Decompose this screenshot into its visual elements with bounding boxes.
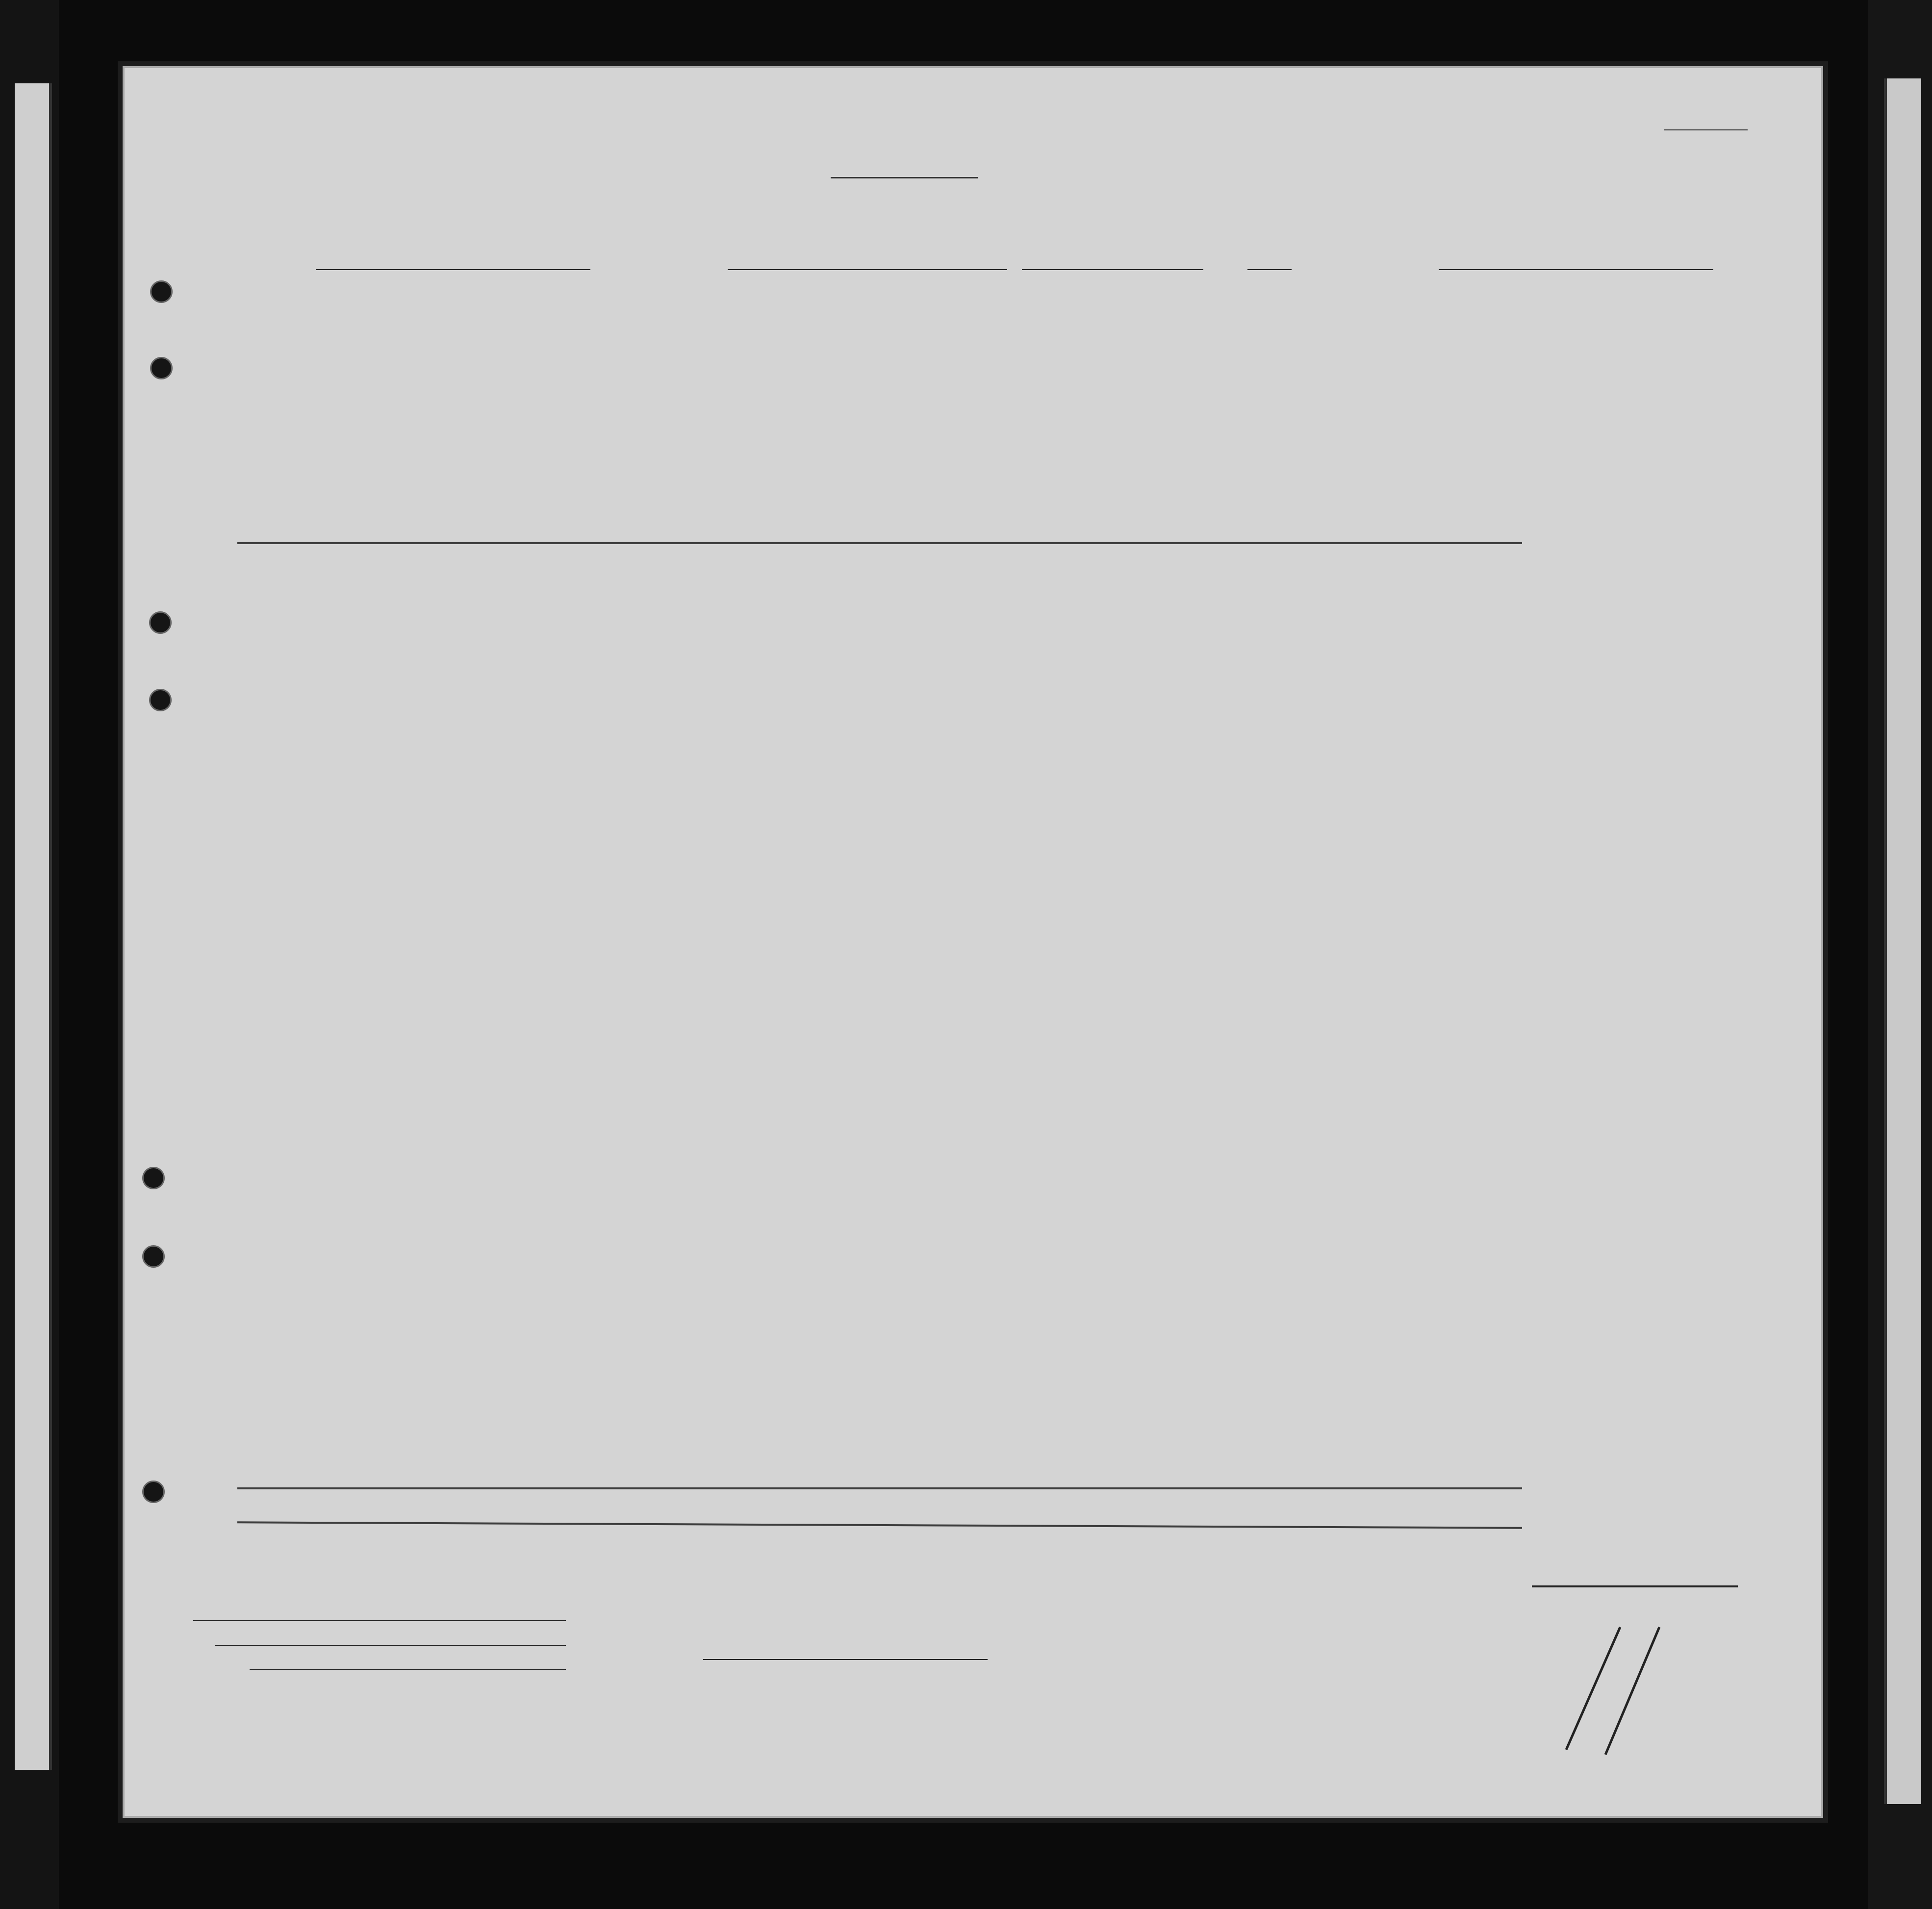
col5-header [764,296,863,303]
tally-rule [1532,1585,1738,1587]
tally-strokes [1547,1622,1674,1759]
ruled-grid [125,68,1821,1816]
col15-header [1586,299,1699,308]
punch-hole-2 [150,357,173,379]
strikeout-row-29 [237,1487,1522,1489]
local-agents-field[interactable] [250,1669,566,1670]
strikeout-row-4 [237,542,1522,544]
col7-header [1061,299,1140,304]
punch-hole-7 [142,1481,165,1503]
col9-header [1213,299,1247,319]
punch-hole-5 [142,1167,165,1189]
manifest-sheet [123,66,1823,1818]
col6-header [890,299,1051,305]
col14-header [1527,299,1571,319]
line-field[interactable] [193,1620,566,1621]
punch-hole-3 [149,611,172,634]
punch-hole-4 [149,689,172,711]
col13-header [1483,299,1527,319]
inspector-signature-line [703,1659,988,1660]
punch-hole-1 [150,280,173,303]
punch-hole-6 [142,1245,165,1268]
adjacent-page-left-edge [15,83,52,1770]
col11-header [1301,299,1380,319]
col8-header [1149,299,1203,304]
col2-header [213,291,561,300]
adjacent-page-right-edge [1884,78,1921,1804]
col12-header [1390,299,1478,319]
col10-header [1252,299,1292,319]
col3-header [568,296,647,303]
col4-header [674,296,718,298]
owners-field[interactable] [215,1645,566,1646]
